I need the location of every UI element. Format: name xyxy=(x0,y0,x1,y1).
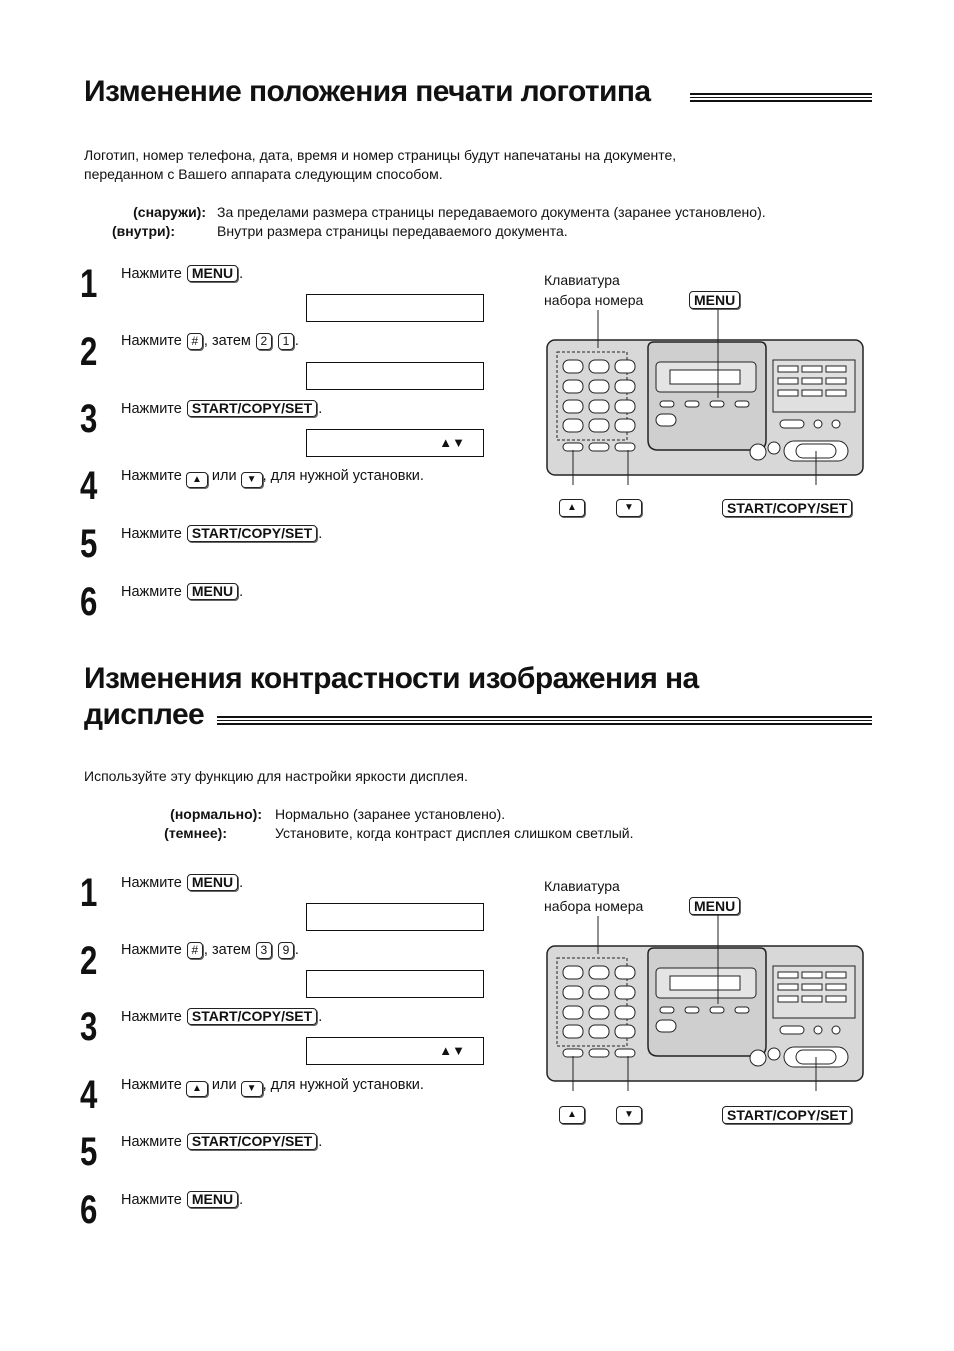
step-punct: . xyxy=(318,401,323,417)
step-verb: Нажмите xyxy=(121,1134,182,1150)
title-rule xyxy=(690,93,872,102)
keypad-label-line: Клавиатура xyxy=(544,272,620,288)
keypad-label-line: набора номера xyxy=(544,898,644,914)
step-punct: . xyxy=(294,942,299,958)
menu-key: MENU xyxy=(187,265,238,282)
title-rule xyxy=(217,716,872,725)
step-text xyxy=(121,265,243,283)
lcd-display: ▲▼ xyxy=(306,429,484,457)
section2-title-cont: дисплее xyxy=(84,698,205,731)
up-arrow-icon: ▲ xyxy=(186,472,208,488)
intro-line: Логотип, номер телефона, дата, время и номер страницы будут напечатаны на документе, xyxy=(84,147,677,163)
step-punct: . xyxy=(318,1009,323,1025)
down-arrow-icon: ▼ xyxy=(616,499,642,517)
option-desc: Нормально (заранее установлено). xyxy=(275,806,506,822)
lcd-display xyxy=(306,903,484,931)
step-number: 4 xyxy=(80,464,98,508)
device-menu-key: MENU xyxy=(689,897,740,915)
digit-key: 1 xyxy=(278,333,294,350)
hash-key: # xyxy=(187,942,203,959)
option-label: (темнее): xyxy=(164,825,227,841)
menu-key: MENU xyxy=(187,1191,238,1208)
down-arrow-icon: ▼ xyxy=(241,472,263,488)
step-connector: или xyxy=(211,468,237,484)
step-number: 2 xyxy=(80,939,98,983)
step-number: 3 xyxy=(80,1005,98,1049)
up-arrow-icon: ▲ xyxy=(559,1106,585,1124)
step-number: 3 xyxy=(80,397,98,441)
step-text xyxy=(121,332,299,350)
step-verb: Нажмите xyxy=(121,333,182,349)
fax-device-illustration xyxy=(540,906,870,1091)
step-text xyxy=(121,874,243,892)
down-arrow-icon: ▼ xyxy=(241,1081,263,1097)
device-start-key: START/COPY/SET xyxy=(722,1106,852,1124)
option-desc: За пределами размера страницы передаваемого документа (заранее установлено). xyxy=(217,204,766,220)
step-number: 4 xyxy=(80,1073,98,1117)
step-number: 6 xyxy=(80,1188,98,1232)
up-arrow-icon: ▲ xyxy=(559,499,585,517)
step-punct: . xyxy=(239,266,244,282)
step-text xyxy=(121,1191,243,1209)
step-text xyxy=(121,1076,424,1097)
section2-intro: Используйте эту функцию для настройки яркости дисплея. xyxy=(84,768,468,784)
step-number: 2 xyxy=(80,330,98,374)
down-arrow-icon: ▼ xyxy=(616,1106,642,1124)
step-punct: . xyxy=(239,584,244,600)
lcd-display: ▲▼ xyxy=(306,1037,484,1065)
digit-key: 9 xyxy=(278,942,294,959)
device-menu-key: MENU xyxy=(689,291,740,309)
step-verb: Нажмите xyxy=(121,1077,182,1093)
start-copy-set-key: START/COPY/SET xyxy=(187,1008,317,1025)
step-punct: . xyxy=(318,1134,323,1150)
hash-key: # xyxy=(187,333,203,350)
step-text xyxy=(121,400,322,418)
step-number: 1 xyxy=(80,262,98,306)
step-connector: или xyxy=(211,1077,237,1093)
step-number: 1 xyxy=(80,871,98,915)
step-verb: Нажмите xyxy=(121,942,182,958)
step-verb: Нажмите xyxy=(121,1192,182,1208)
step-punct: . xyxy=(294,333,299,349)
digit-key: 2 xyxy=(256,333,272,350)
step-verb: Нажмите xyxy=(121,401,182,417)
intro-line: переданном с Вашего аппарата следующим способом. xyxy=(84,166,443,182)
option-desc: Установите, когда контраст дисплея слишком светлый. xyxy=(275,825,634,841)
up-arrow-icon: ▲ xyxy=(186,1081,208,1097)
device-start-key: START/COPY/SET xyxy=(722,499,852,517)
option-desc: Внутри размера страницы передаваемого документа. xyxy=(217,223,568,239)
step-number: 6 xyxy=(80,580,98,624)
step-text xyxy=(121,467,424,488)
keypad-label-line: набора номера xyxy=(544,292,644,308)
step-text xyxy=(121,583,243,601)
step-verb: Нажмите xyxy=(121,468,182,484)
section2-title: Изменения контрастности изображения на xyxy=(84,662,699,695)
menu-key: MENU xyxy=(187,583,238,600)
step-punct: . xyxy=(318,526,323,542)
step-verb: Нажмите xyxy=(121,1009,182,1025)
step-connector: , затем xyxy=(203,333,251,349)
start-copy-set-key: START/COPY/SET xyxy=(187,525,317,542)
step-punct: , для нужной установки. xyxy=(262,1077,424,1093)
step-text xyxy=(121,525,322,543)
step-punct: , для нужной установки. xyxy=(262,468,424,484)
option-label: (снаружи): xyxy=(133,204,206,220)
start-copy-set-key: START/COPY/SET xyxy=(187,1133,317,1150)
step-punct: . xyxy=(239,1192,244,1208)
step-connector: , затем xyxy=(203,942,251,958)
lcd-display xyxy=(306,294,484,322)
step-punct: . xyxy=(239,875,244,891)
option-label: (нормально): xyxy=(170,806,262,822)
digit-key: 3 xyxy=(256,942,272,959)
step-text xyxy=(121,941,299,959)
section1-intro xyxy=(84,146,676,184)
step-verb: Нажмите xyxy=(121,875,182,891)
lcd-display xyxy=(306,362,484,390)
start-copy-set-key: START/COPY/SET xyxy=(187,400,317,417)
step-number: 5 xyxy=(80,1130,98,1174)
step-verb: Нажмите xyxy=(121,266,182,282)
step-text xyxy=(121,1008,322,1026)
section1-title: Изменение положения печати логотипа xyxy=(84,75,651,108)
keypad-label-line: Клавиатура xyxy=(544,878,620,894)
step-verb: Нажмите xyxy=(121,526,182,542)
fax-device-illustration xyxy=(540,300,870,485)
option-label: (внутри): xyxy=(111,223,175,239)
step-number: 5 xyxy=(80,522,98,566)
lcd-display xyxy=(306,970,484,998)
step-verb: Нажмите xyxy=(121,584,182,600)
step-text xyxy=(121,1133,322,1151)
menu-key: MENU xyxy=(187,874,238,891)
